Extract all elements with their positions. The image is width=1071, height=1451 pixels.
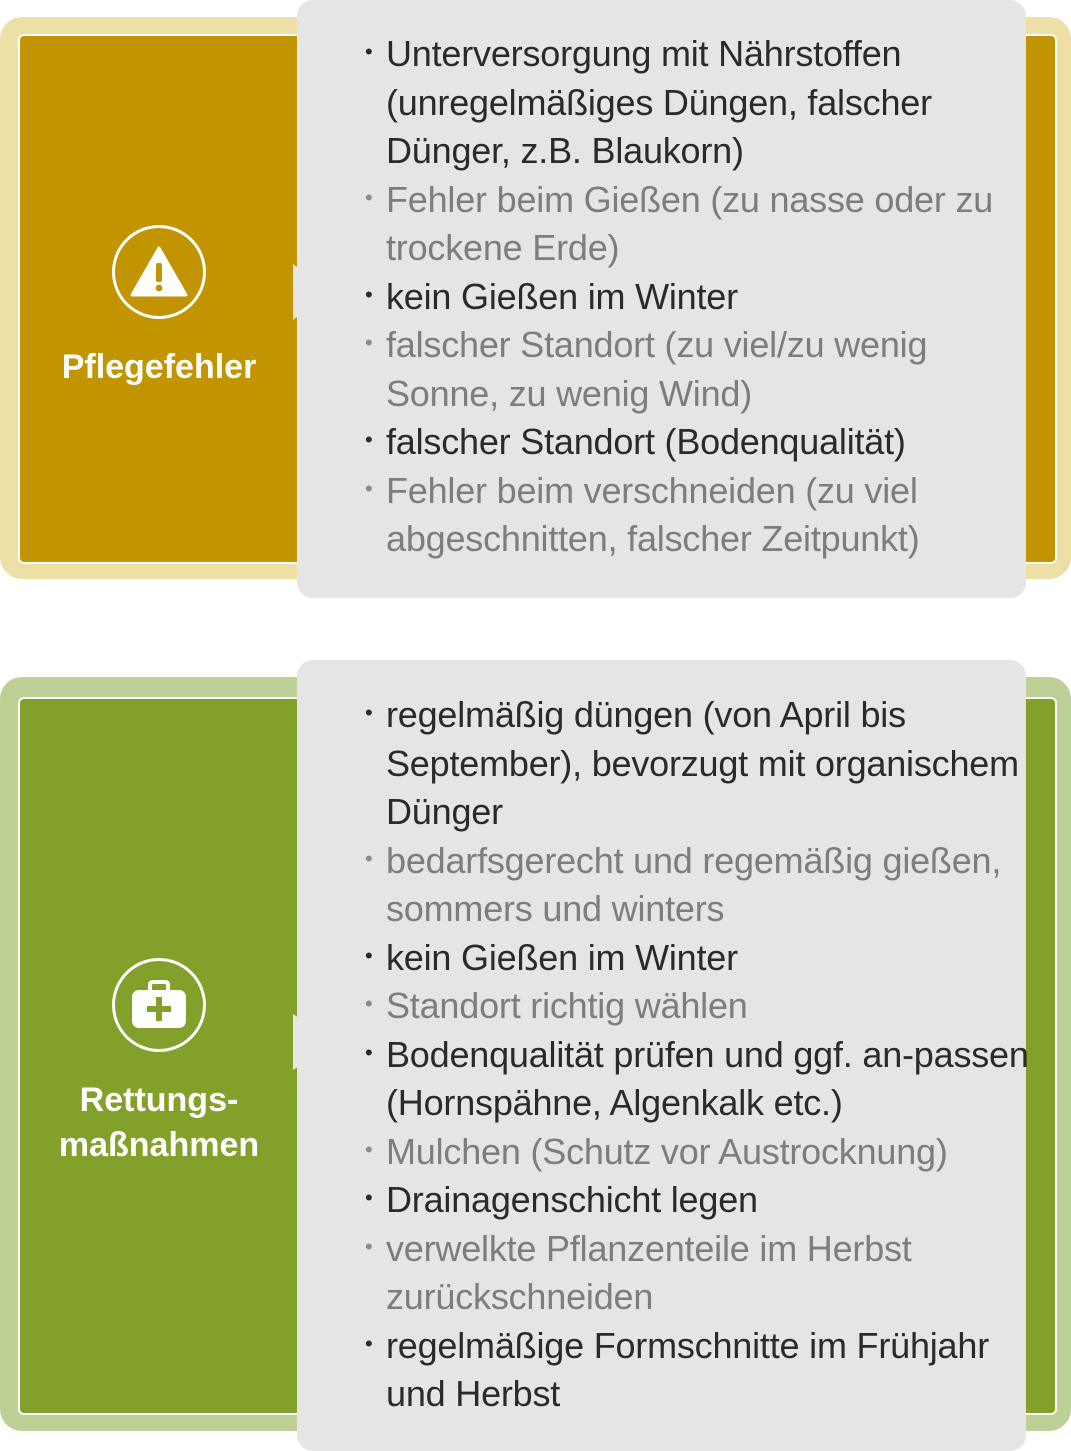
first-aid-kit-icon — [129, 980, 189, 1030]
list-item: • Drainagenschicht legen — [364, 1176, 1029, 1225]
list-item: • Fehler beim verschneiden (zu viel abgeschnitten, falscher Zeitpunkt) — [364, 467, 1024, 564]
list-item: • Fehler beim Gießen (zu nasse oder zu trockene Erde) — [364, 176, 1024, 273]
warning-icon-badge — [112, 225, 206, 319]
list-item: • kein Gießen im Winter — [364, 934, 1029, 983]
care-errors-title: Pflegefehler — [61, 348, 257, 386]
rescue-measures-title — [59, 1078, 259, 1168]
first-aid-icon-badge — [112, 958, 206, 1052]
care-errors-header — [20, 225, 298, 390]
care-errors-card-pointer — [293, 264, 331, 320]
list-item: • kein Gießen im Winter — [364, 273, 1024, 322]
list-item: • Unterversorgung mit Nährstoffen (unregelmäßiges Düngen, falscher Dünger, z.B. Blaukorn) — [364, 30, 1024, 176]
rescue-measures-header — [20, 958, 298, 1168]
list-item: • Mulchen (Schutz vor Austrocknung) — [364, 1128, 1029, 1177]
rescue-measures-panel — [0, 660, 1071, 1451]
care-errors-list — [364, 30, 1024, 564]
list-item: • Bodenqualität prüfen und ggf. an-passen (Hornspähne, Algenkalk etc.) — [364, 1031, 1029, 1128]
list-item: • bedarfsgerecht und regemäßig gießen, sommers und winters — [364, 837, 1029, 934]
warning-icon — [130, 246, 188, 298]
rescue-measures-list — [364, 691, 1029, 1419]
list-item: • verwelkte Pflanzenteile im Herbst zurückschneiden — [364, 1225, 1029, 1322]
rescue-measures-title-line2: maßnahmen — [58, 1126, 260, 1164]
list-item: • falscher Standort (Bodenqualität) — [364, 418, 1024, 467]
rescue-measures-title-line1: Rettungs- — [79, 1081, 239, 1119]
list-item: • Standort richtig wählen — [364, 982, 1029, 1031]
list-item: • regelmäßig düngen (von April bis September), bevorzugt mit organischem Dünger — [364, 691, 1029, 837]
care-errors-panel — [0, 0, 1071, 600]
list-item: • falscher Standort (zu viel/zu wenig Sonne, zu wenig Wind) — [364, 321, 1024, 418]
rescue-measures-card-pointer — [293, 1014, 337, 1070]
list-item: • regelmäßige Formschnitte im Frühjahr und Herbst — [364, 1322, 1029, 1419]
